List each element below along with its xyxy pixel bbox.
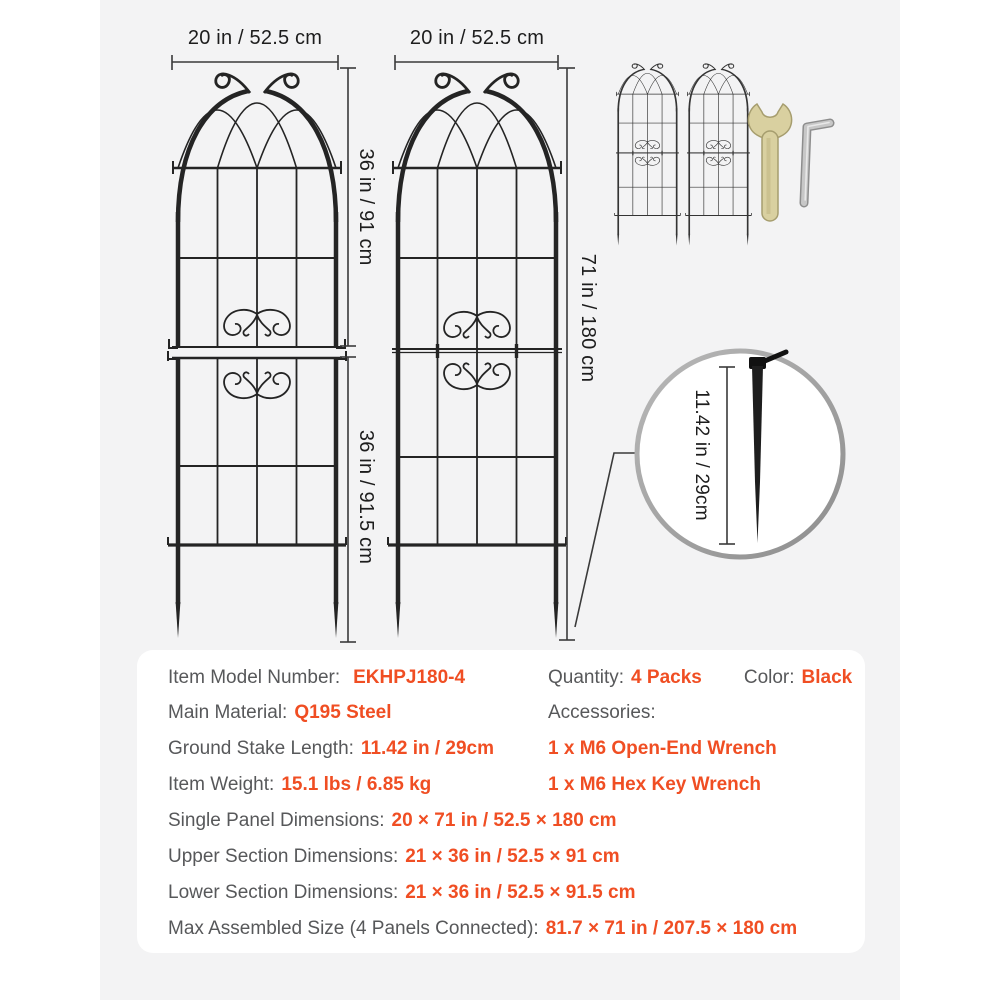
spec-lower-section-value: 21 × 36 in / 52.5 × 91.5 cm [405,882,636,903]
spec-material-label: Main Material: [168,702,288,723]
spec-material-row [168,700,392,726]
spec-single-panel-row [168,808,617,834]
stake-detail-circle [637,351,843,557]
spec-accessories-label: Accessories: [548,702,656,723]
trellis-thumbnails [615,64,752,246]
spec-lower-section-row [168,880,636,906]
spec-panel [137,650,865,953]
spec-color-label: Color: [743,667,795,688]
spec-stake-row [168,736,494,762]
spec-item-model-value: EKHPJ180-4 [353,667,466,688]
spec-single-panel-value: 20 × 71 in / 52.5 × 180 cm [391,810,617,831]
spec-quantity-label: Quantity: [548,667,625,688]
spec-accessories-row [548,700,656,726]
stake-length-label: 11.42 in / 29cm [691,389,712,521]
left-trellis-drawing [168,74,346,638]
spec-stake-label: Ground Stake Length: [168,738,354,759]
spec-weight-label: Item Weight: [168,774,275,795]
spec-quantity-color-row [548,665,852,691]
spec-lower-section-label: Lower Section Dimensions: [168,882,399,903]
spec-color-value: Black [801,667,853,688]
spec-max-assembled-label: Max Assembled Size (4 Panels Connected): [168,918,539,939]
spec-item-model-row [168,665,465,691]
spec-single-panel-label: Single Panel Dimensions: [168,810,385,831]
spec-weight-row [168,772,431,798]
spec-item-model-label: Item Model Number: [168,667,341,688]
spec-upper-section-value: 21 × 36 in / 52.5 × 91 cm [405,846,620,867]
right-trellis-drawing [388,74,566,638]
spec-upper-section-label: Upper Section Dimensions: [168,846,399,867]
total-height-label: 71 in / 180 cm [577,253,599,383]
spec-max-assembled-value: 81.7 × 71 in / 207.5 × 180 cm [545,918,798,939]
spec-material-value: Q195 Steel [294,702,392,723]
spec-quantity-value: 4 Packs [631,667,702,688]
upper-section-height-label: 36 in / 91 cm [355,148,377,266]
spec-weight-value: 15.1 lbs / 6.85 kg [281,774,432,795]
hex-key-image [804,123,830,204]
spec-stake-value: 11.42 in / 29cm [360,738,495,759]
lower-section-height-label: 36 in / 91.5 cm [355,429,377,565]
spec-accessory-1: 1 x M6 Open-End Wrench [548,738,777,759]
spec-max-assembled-row [168,916,797,942]
left-panel-width-label: 20 in / 52.5 cm [187,27,323,49]
spec-accessory-2: 1 x M6 Hex Key Wrench [548,774,761,795]
spec-upper-section-row [168,844,620,870]
right-panel-width-label: 20 in / 52.5 cm [409,27,545,49]
callout-line [575,453,636,627]
open-end-wrench-image [748,104,791,221]
